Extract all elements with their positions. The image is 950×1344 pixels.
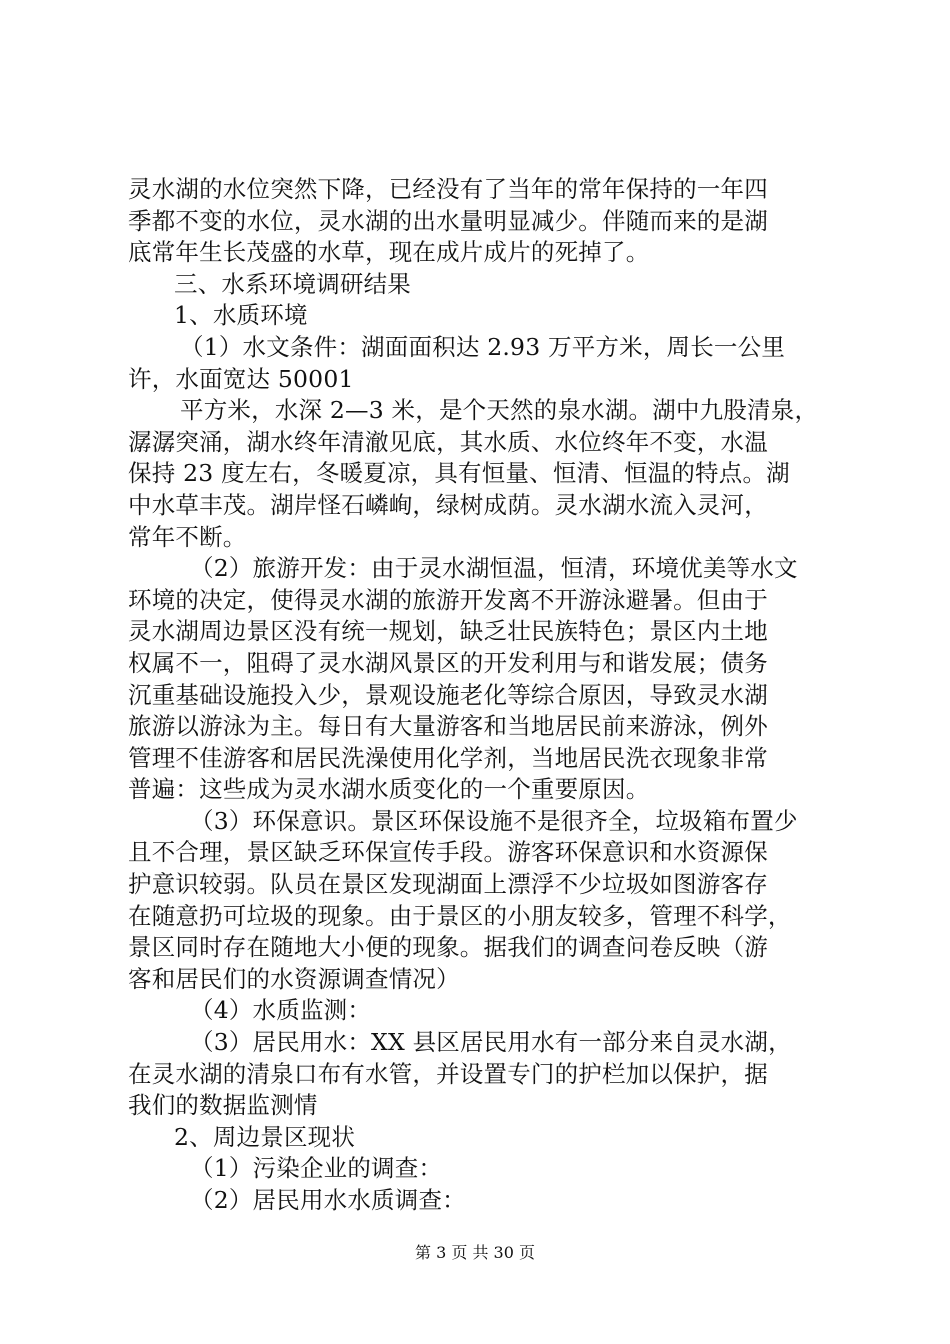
text-line: 客和居民们的水资源调查情况） [128,964,460,993]
text-line: 权属不一，阻碍了灵水湖风景区的开发利用与和谐发展；债务 [128,648,768,677]
text-line: （1）污染企业的调查： [190,1154,443,1183]
text-line: 在灵水湖的清泉口布有水管，并设置专门的护栏加以保护，据 [128,1059,768,1088]
text-line: （3）环保意识。景区环保设施不是很齐全，垃圾箱布置少 [190,806,798,835]
text-line: （4）水质监测： [190,996,372,1025]
subsection-heading: 2、周边景区现状 [174,1122,356,1151]
text-line: 环境的决定，使得灵水湖的旅游开发离不开游泳避暑。但由于 [128,585,768,614]
text-line: 平方米，水深 2—3 米，是个天然的泉水湖。湖中九股清泉， [180,396,819,425]
text-line: 灵水湖周边景区没有统一规划，缺乏壮民族特色；景区内土地 [128,617,768,646]
document-body [128,174,840,1217]
text-line: 普遍：这些成为灵水湖水质变化的一个重要原因。 [128,775,650,804]
text-line: 灵水湖的水位突然下降，已经没有了当年的常年保持的一年四 [128,175,768,203]
text-line: （2）旅游开发：由于灵水湖恒温，恒清，环境优美等水文 [190,554,798,583]
text-line: 旅游以游泳为主。每日有大量游客和当地居民前来游泳，例外 [128,712,768,741]
text-line: 许，水面宽达 50001 [128,364,354,393]
text-line: （2）居民用水水质调查： [190,1186,466,1214]
text-line: 且不合理，景区缺乏环保宣传手段。游客环保意识和水资源保 [128,838,768,867]
text-line: 潺潺突涌，湖水终年清澈见底，其水质、水位终年不变，水温 [128,427,768,456]
text-line: 我们的数据监测情 [128,1091,318,1120]
text-line: （3）居民用水：XX 县区居民用水有一部分来自灵水湖， [190,1028,792,1057]
text-line: 沉重基础设施投入少，景观设施老化等综合原因，导致灵水湖 [128,680,768,709]
text-line: 常年不断。 [128,522,247,551]
section-heading: 三、水系环境调研结果 [174,269,411,298]
text-line: 在随意扔可垃圾的现象。由于景区的小朋友较多，管理不科学， [128,901,792,930]
text-line: 保持 23 度左右，冬暖夏凉，具有恒量、恒清、恒温的特点。湖 [128,459,790,488]
text-line: （1）水文条件：湖面面积达 2.93 万平方米，周长一公里 [180,332,786,361]
text-line: 护意识较弱。队员在景区发现湖面上漂浮不少垃圾如图游客存 [128,870,768,899]
text-line: 管理不佳游客和居民洗澡使用化学剂，当地居民洗衣现象非常 [128,743,768,772]
text-line: 景区同时存在随地大小便的现象。据我们的调查问卷反映（游 [128,933,768,962]
subsection-heading: 1、水质环境 [174,301,308,330]
text-line: 季都不变的水位，灵水湖的出水量明显减少。伴随而来的是湖 [128,206,768,235]
page-footer: 第 3 页 共 30 页 [415,1243,535,1262]
text-line: 底常年生长茂盛的水草，现在成片成片的死掉了。 [128,238,650,267]
text-line: 中水草丰茂。湖岸怪石嶙峋，绿树成荫。灵水湖水流入灵河， [128,490,768,519]
